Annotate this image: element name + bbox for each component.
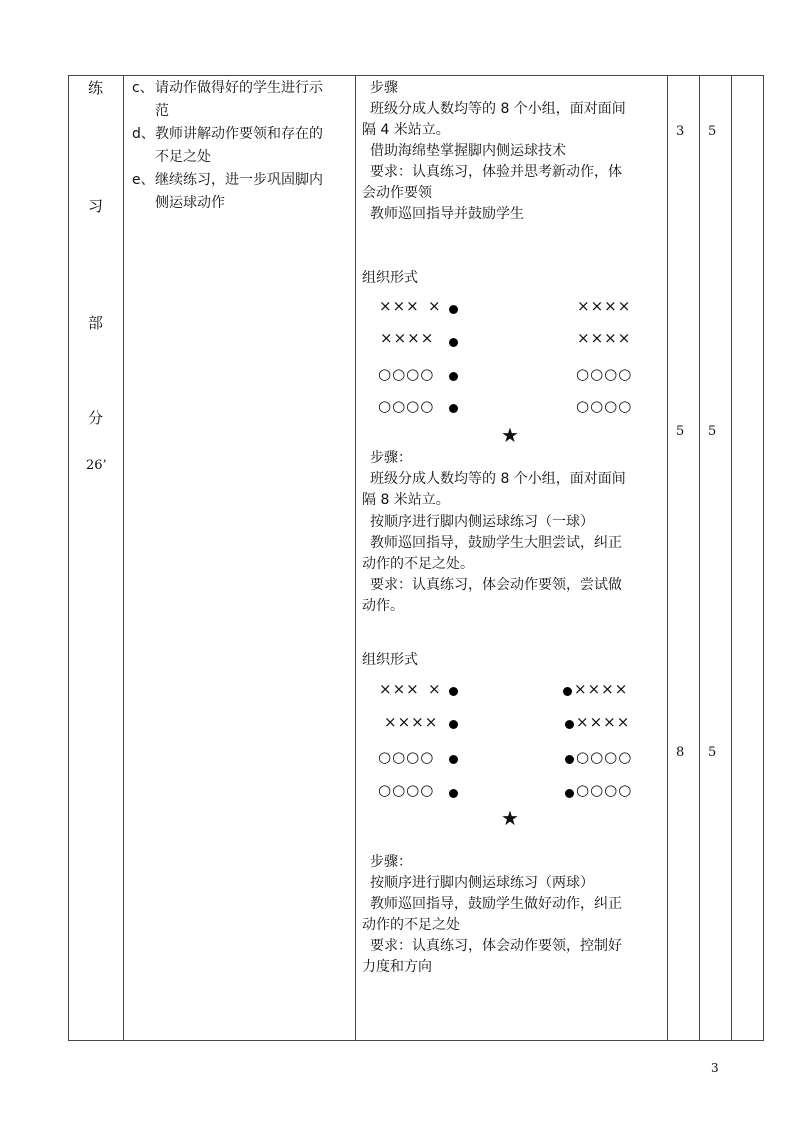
step-text: 要求：认真练习，体会动作要领，控制好 (370, 938, 622, 954)
circles-row: ○○○○ (378, 781, 435, 799)
teacher-star-icon: ★ (501, 806, 519, 830)
item-c-text: 请动作做得好的学生进行示 (155, 80, 323, 96)
item-e-marker: e、 (132, 172, 155, 188)
table-col-border (355, 75, 356, 1041)
item-c-marker: c、 (132, 80, 154, 96)
circles-row: ○○○○ (576, 781, 633, 799)
table-bottom-border (68, 1040, 764, 1041)
table-col-border (731, 75, 732, 1041)
table-col-border (68, 75, 69, 1041)
ball-dot (449, 789, 458, 798)
count-value: 5 (708, 124, 717, 139)
cross-mark: × (428, 680, 442, 698)
count-value: 5 (676, 424, 685, 439)
page-number: 3 (711, 1061, 719, 1075)
crosses-row: ×××× (577, 297, 632, 315)
step-text: 步骤 (370, 80, 398, 96)
count-value: 8 (676, 745, 685, 760)
circles-row: ○○○○ (576, 397, 633, 415)
circles-row: ○○○○ (378, 365, 435, 383)
ball-dot (449, 720, 458, 729)
ball-dot (449, 687, 458, 696)
table-col-border (699, 75, 700, 1041)
step-text: 班级分成人数均等的 8 个小组，面对面间 (370, 101, 626, 117)
step-text: 动作。 (362, 598, 404, 614)
step-text: 步骤： (370, 854, 412, 870)
section-char: 练 (88, 79, 104, 97)
crosses-row: ×××× (574, 680, 629, 698)
crosses-row: ×××× (576, 713, 631, 731)
step-text: 步骤： (370, 450, 412, 466)
table-col-border (667, 75, 668, 1041)
crosses-row: ×××× (380, 329, 435, 347)
ball-dot (449, 338, 458, 347)
ball-dot (449, 305, 458, 314)
ball-dot (449, 404, 458, 413)
step-text: 隔 8 米站立。 (362, 492, 450, 508)
item-d-text: 教师讲解动作要领和存在的 (155, 126, 323, 142)
ball-dot (565, 720, 574, 729)
table-col-border (763, 75, 764, 1041)
step-text: 教师巡回指导，鼓励学生大胆尝试，纠正 (370, 535, 622, 551)
section-char: 习 (88, 197, 104, 215)
table-col-border (123, 75, 124, 1041)
count-value: 5 (708, 424, 717, 439)
cross-mark: × (428, 297, 442, 315)
step-text: 动作的不足之处 (362, 917, 460, 933)
step-text: 教师巡回指导并鼓励学生 (370, 206, 524, 222)
circles-row: ○○○○ (576, 365, 633, 383)
section-char: 分 (88, 409, 104, 427)
crosses-row: ××× (379, 297, 420, 315)
step-text: 按顺序进行脚内侧运球练习（两球） (370, 875, 594, 891)
step-text: 班级分成人数均等的 8 个小组，面对面间 (370, 471, 626, 487)
circles-row: ○○○○ (378, 748, 435, 766)
step-text: 力度和方向 (362, 959, 432, 975)
item-e-text: 继续练习，进一步巩固脚内 (155, 172, 323, 188)
ball-dot (565, 755, 574, 764)
crosses-row: ×××× (577, 329, 632, 347)
step-text: 隔 4 米站立。 (362, 122, 450, 138)
table-top-border (68, 75, 764, 76)
step-text: 要求：认真练习，体会动作要领，尝试做 (370, 577, 622, 593)
step-text: 按顺序进行脚内侧运球练习（一球） (370, 514, 594, 530)
formation-title: 组织形式 (362, 270, 418, 286)
item-d-text: 不足之处 (155, 149, 211, 165)
item-c-text: 范 (155, 103, 169, 119)
step-text: 借助海绵垫掌握脚内侧运球技术 (370, 143, 566, 159)
ball-dot (565, 789, 574, 798)
section-char: 部 (88, 314, 104, 332)
ball-dot (449, 755, 458, 764)
item-e-text: 侧运球动作 (155, 195, 225, 211)
step-text: 会动作要领 (362, 185, 432, 201)
teacher-star-icon: ★ (501, 423, 519, 447)
crosses-row: ×××× (384, 713, 439, 731)
section-time: 26’ (86, 458, 107, 473)
crosses-row: ××× (379, 680, 420, 698)
count-value: 5 (708, 745, 717, 760)
item-d-marker: d、 (132, 126, 155, 142)
circles-row: ○○○○ (576, 748, 633, 766)
ball-dot (449, 372, 458, 381)
step-text: 教师巡回指导，鼓励学生做好动作，纠正 (370, 896, 622, 912)
circles-row: ○○○○ (378, 397, 435, 415)
step-text: 要求：认真练习，体验并思考新动作，体 (370, 164, 622, 180)
formation-title: 组织形式 (362, 652, 418, 668)
ball-dot (563, 687, 572, 696)
count-value: 3 (676, 124, 685, 139)
step-text: 动作的不足之处。 (362, 556, 474, 572)
